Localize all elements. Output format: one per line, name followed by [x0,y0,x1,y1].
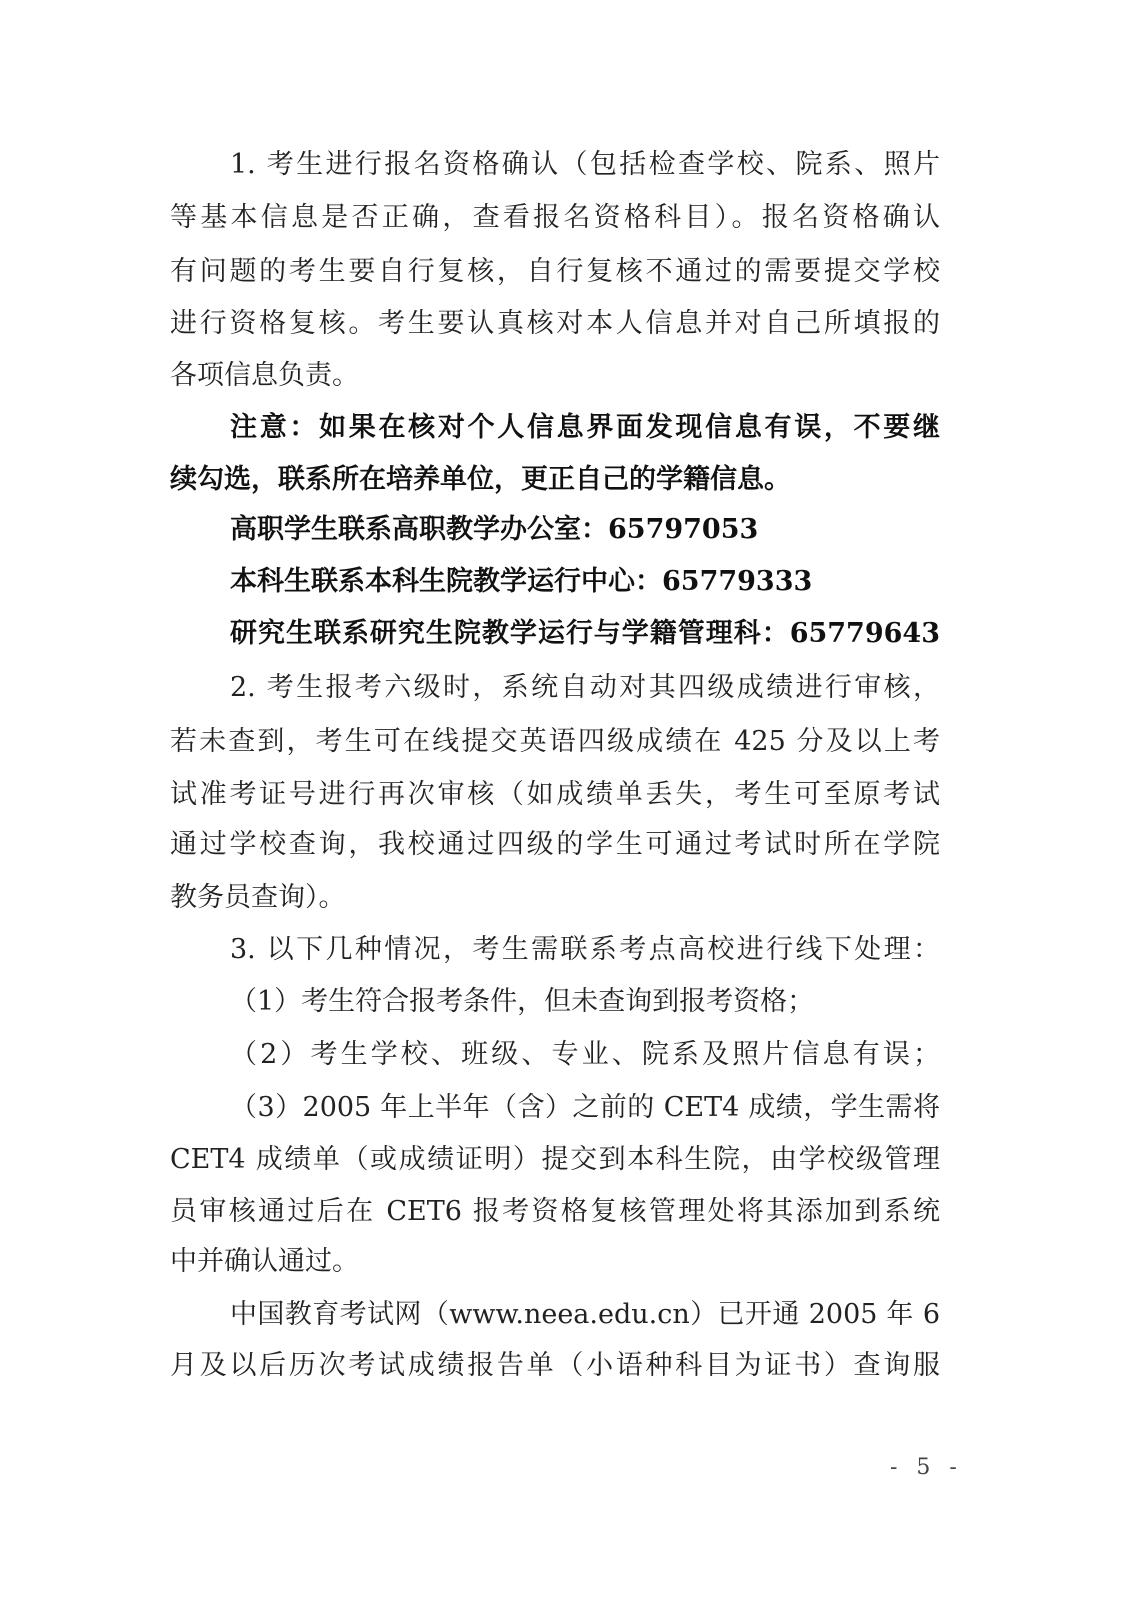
text-line: 教务员查询）。 [170,882,346,913]
text-line: 注意：如果在核对个人信息界面发现信息有误，不要继 [230,412,940,443]
text-line: 3. 以下几种情况，考生需联系考点高校进行线下处理： [230,934,940,965]
text-line: 本科生联系本科生院教学运行中心：65779333 [230,566,813,597]
text-line: 等基本信息是否正确，查看报名资格科目）。报名资格确认 [170,202,940,233]
text-line: 通过学校查询，我校通过四级的学生可通过考试时所在学院 [170,829,940,860]
text-line: 2. 考生报考六级时，系统自动对其四级成绩进行审核， [230,672,940,703]
text-line: 进行资格复核。考生要认真核对本人信息并对自己所填报的 [170,308,940,339]
text-line: 续勾选，联系所在培养单位，更正自己的学籍信息。 [170,464,791,495]
text-line: （1）考生符合报考条件，但未查询到报考资格； [230,986,815,1017]
text-line: 员审核通过后在 CET6 报考资格复核管理处将其添加到系统 [170,1196,940,1227]
text-line: CET4 成绩单（或成绩证明）提交到本科生院，由学校级管理 [170,1144,940,1175]
text-line: 高职学生联系高职教学办公室：65797053 [230,514,759,545]
text-line: 月及以后历次考试成绩报告单（小语种科目为证书）查询服 [170,1350,940,1381]
text-line: 有问题的考生要自行复核，自行复核不通过的需要提交学校 [170,256,940,287]
text-line: 1. 考生进行报名资格确认（包括检查学校、院系、照片 [230,149,940,180]
text-line: （3）2005 年上半年（含）之前的 CET4 成绩，学生需将 [230,1092,940,1123]
text-line: 若未查到，考生可在线提交英语四级成绩在 425 分及以上考 [170,726,940,757]
text-line: 研究生联系研究生院教学运行与学籍管理科：65779643 [230,618,940,649]
page-number: - 5 - [890,1455,963,1480]
text-line: 中国教育考试网（www.neea.edu.cn）已开通 2005 年 6 [230,1299,940,1330]
text-line: 各项信息负责。 [170,360,359,391]
text-line: （2）考生学校、班级、专业、院系及照片信息有误； [230,1039,940,1070]
text-line: 中并确认通过。 [170,1246,359,1277]
text-line: 试准考证号进行再次审核（如成绩单丢失，考生可至原考试 [170,779,940,810]
